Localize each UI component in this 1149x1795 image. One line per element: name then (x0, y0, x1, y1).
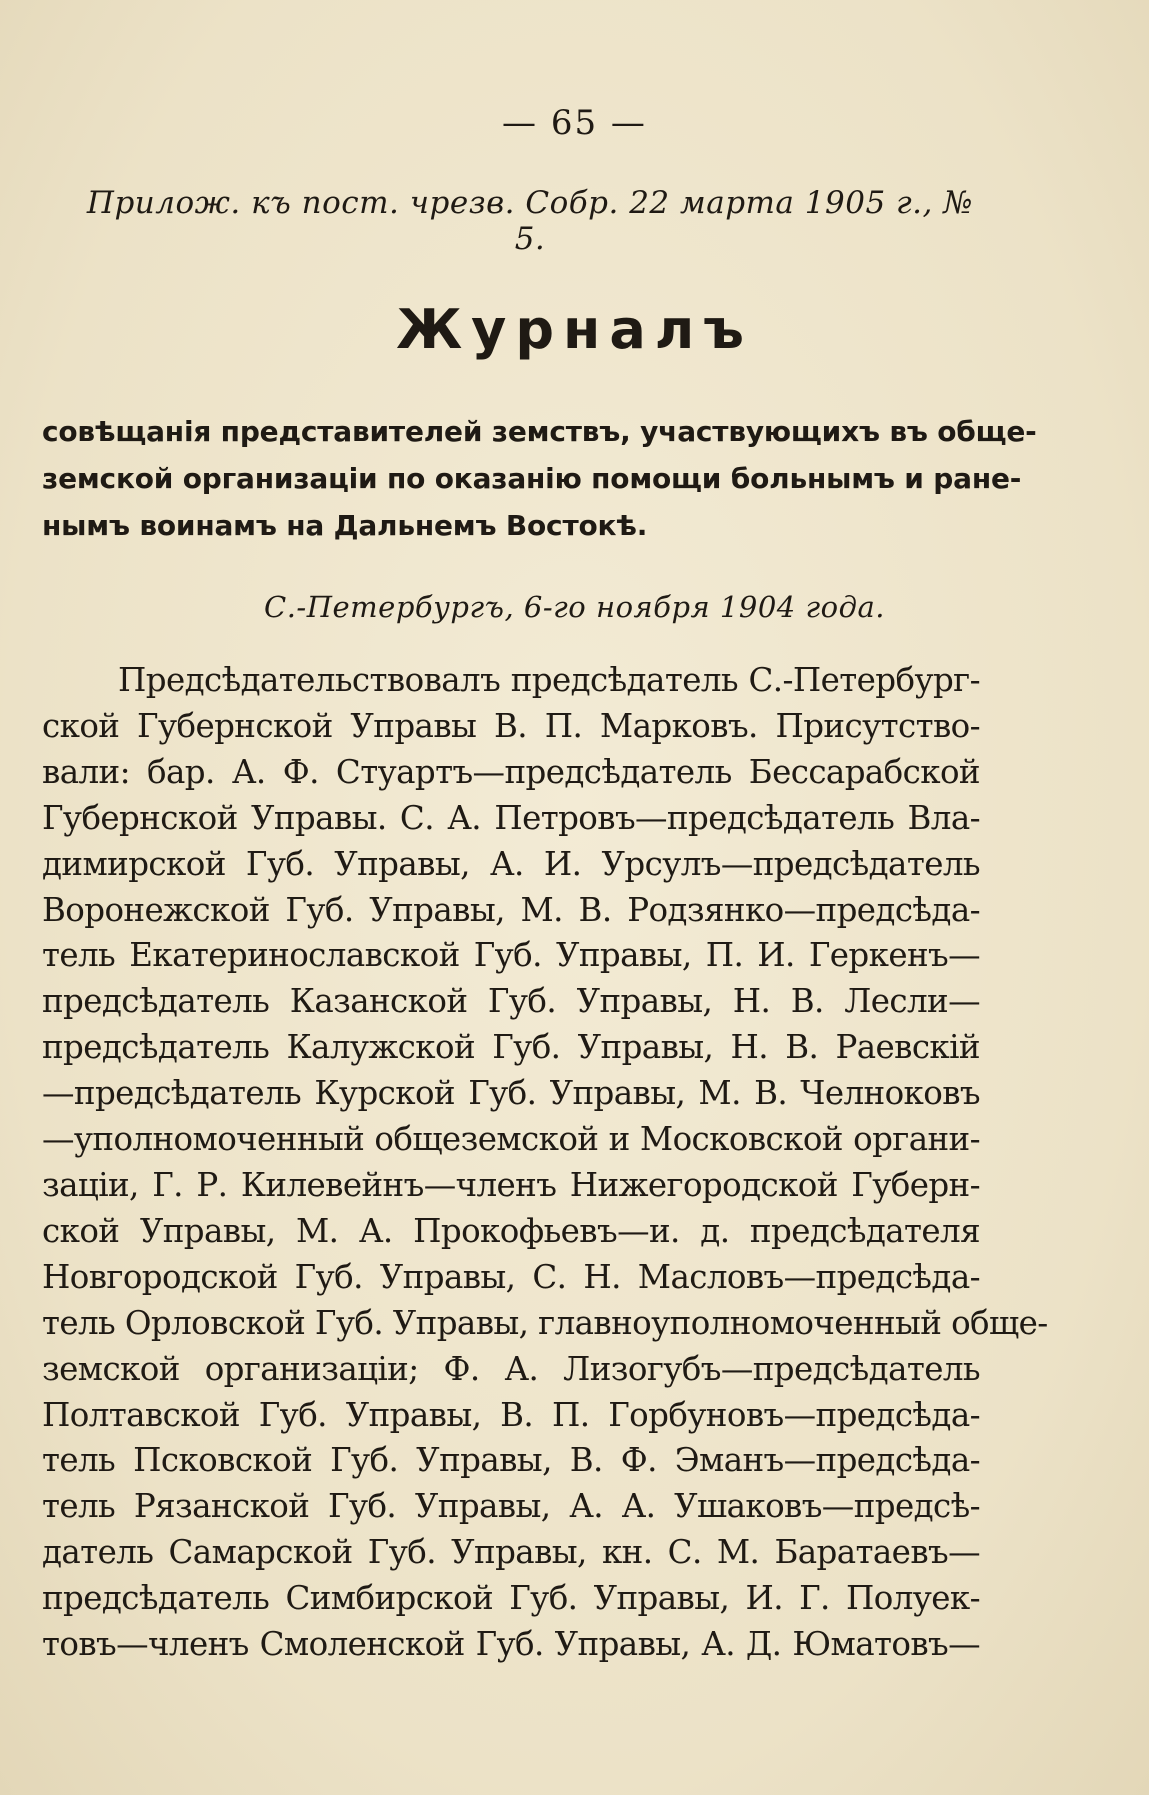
body-line: заціи, Г. Р. Килевейнъ—членъ Нижегородской Губерн- (42, 1165, 980, 1204)
body-line: предсѣдатель Калужской Губ. Управы, Н. В. Раевскій (42, 1028, 980, 1067)
body-line: ской Управы, М. А. Прокофьевъ—и. д. предсѣдателя (42, 1211, 980, 1250)
subtitle-line: нымъ воинамъ на Дальнемъ Востокѣ. (42, 509, 648, 542)
body-line: предсѣдатель Симбирской Губ. Управы, И. Г. Полуек- (42, 1579, 980, 1618)
body-line: Предсѣдательствовалъ предсѣдатель С.-Петербург- (118, 661, 980, 699)
body-line: товъ—членъ Смоленской Губ. Управы, А. Д. Юматовъ— (42, 1625, 980, 1664)
body-line: Полтавской Губ. Управы, В. П. Горбуновъ—предсѣда- (42, 1395, 980, 1434)
subtitle-line: совѣщанія представителей земствъ, участвующихъ въ обще- (42, 415, 1037, 448)
body-line: Новгородской Губ. Управы, С. Н. Масловъ—предсѣда- (42, 1257, 980, 1296)
body-line: вали: бар. А. Ф. Стуартъ—предсѣдатель Бессарабской (42, 752, 980, 791)
body-line: датель Самарской Губ. Управы, кн. С. М. Баратаевъ— (42, 1533, 980, 1572)
place-and-date: С.-Петербургъ, 6-го ноября 1904 года. (264, 590, 885, 624)
page-number: — 65 — (502, 103, 647, 143)
body-line: тель Рязанской Губ. Управы, А. А. Ушаковъ—предсѣ- (42, 1487, 980, 1526)
body-paragraph (42, 658, 1048, 1668)
body-line: Губернской Управы. С. А. Петровъ—предсѣдатель Вла- (42, 798, 980, 837)
body-line: земской организаціи; Ф. А. Лизогубъ—предсѣдатель (42, 1349, 980, 1388)
document-subtitle (42, 408, 1037, 549)
body-line: ской Губернской Управы В. П. Марковъ. Присутство- (42, 706, 980, 745)
body-line: тель Орловской Губ. Управы, главноуполномоченный обще- (42, 1303, 1048, 1342)
body-line: —предсѣдатель Курской Губ. Управы, М. В. Челноковъ (42, 1074, 980, 1113)
body-line: Воронежской Губ. Управы, М. В. Родзянко—предсѣда- (42, 890, 980, 929)
body-line: —уполномоченный общеземской и Московской органи- (42, 1120, 980, 1159)
appendix-reference: Прилож. къ пост. чрезв. Собр. 22 марта 1905 г., № 5. (86, 185, 974, 257)
body-line: тель Екатеринославской Губ. Управы, П. И. Геркенъ— (42, 936, 980, 975)
body-line: предсѣдатель Казанской Губ. Управы, Н. В. Лесли— (42, 982, 980, 1021)
body-line: димирской Губ. Управы, А. И. Урсулъ—предсѣдатель (42, 844, 980, 883)
body-line: тель Псковской Губ. Управы, В. Ф. Эманъ—предсѣда- (42, 1441, 980, 1480)
subtitle-line: земской организаціи по оказанію помощи больнымъ и ране- (42, 462, 1022, 495)
document-title: Журналъ (396, 298, 753, 361)
